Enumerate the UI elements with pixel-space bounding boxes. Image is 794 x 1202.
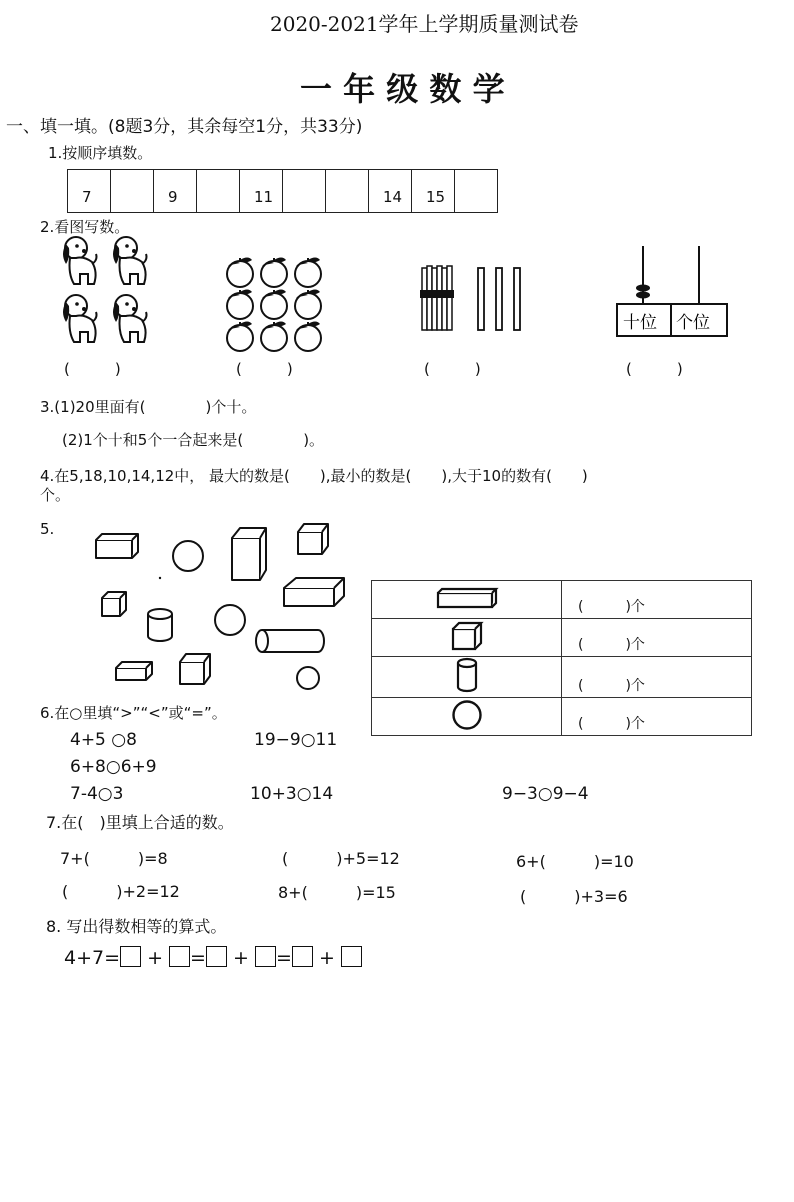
cylinder-icon [372,657,562,698]
q7-item[interactable]: 7+( )=8 [60,849,168,868]
dogs-picture [58,234,158,352]
q6-label: 6.在○里填“>”“<”或“=”。 [40,704,227,722]
sticks-picture [418,262,530,334]
q4-line1: 4.在5,18,10,14,12中， 最大的数是( ),最小的数是( ),大于10的数有( ) [40,467,588,485]
answer-box[interactable] [255,946,276,967]
cuboid-count[interactable]: ( )个 [562,581,752,619]
q2-blank-apples[interactable]: ( ) [236,360,293,378]
sequence-cell[interactable] [197,170,240,213]
apples-picture [224,256,328,354]
q6-item: 6+8○6+9 [70,757,157,777]
abacus-ones-label: 个位 [676,313,710,333]
q2-blank-dogs[interactable]: ( ) [64,360,121,378]
cylinder-count[interactable]: ( )个 [562,657,752,698]
abacus-tens-label: 十位 [623,313,657,333]
cuboid-icon [372,581,562,619]
q8-lead: 4+7= [64,947,121,969]
table-row [372,698,752,736]
plus-sign: + [318,947,335,969]
table-row [372,619,752,657]
sequence-cell: 14 [369,170,412,213]
q2-blank-abacus[interactable]: ( ) [626,360,683,378]
answer-box[interactable] [169,946,190,967]
plus-sign: + [147,947,163,969]
q7-item[interactable]: ( )+3=6 [520,887,628,906]
q6-item: 9−3○9−4 [502,784,589,804]
q7-label: 7.在( )里填上合适的数。 [46,813,234,832]
q4-line2: 个。 [40,486,71,504]
equals-sign: = [275,947,292,969]
solids-picture [90,518,360,690]
abacus-picture [613,244,731,340]
answer-box[interactable] [120,946,141,967]
sequence-cell[interactable] [111,170,154,213]
table-row [372,657,752,698]
answer-box[interactable] [292,946,313,967]
sequence-cell[interactable] [455,170,498,213]
shape-count-table [371,580,752,736]
cube-icon [372,619,562,657]
q7-item[interactable]: ( )+2=12 [62,882,180,901]
subject-title: 一 年 级 数 学 [300,70,505,108]
sequence-cell[interactable] [326,170,369,213]
q7-item[interactable]: ( )+5=12 [282,849,400,868]
table-row [372,581,752,619]
exam-title: 2020-2021学年上学期质量测试卷 [270,12,579,36]
q8-label: 8. 写出得数相等的算式。 [46,917,227,936]
q7-item[interactable]: 6+( )=10 [516,852,634,871]
sequence-table [67,169,498,213]
q2-blank-sticks[interactable]: ( ) [424,360,481,378]
q5-label: 5. [40,520,55,538]
section-heading: 一、填一填。(8题3分，其余每空1分，共33分) [6,117,363,137]
q3-line2: (2)1个十和5个一合起来是( )。 [62,431,325,449]
equals-sign: = [190,947,206,969]
q6-item: 10+3○14 [250,784,334,804]
cube-count[interactable]: ( )个 [562,619,752,657]
q6-item: 4+5 ○8 [70,730,137,750]
sequence-cell: 9 [154,170,197,213]
sequence-cell: 11 [240,170,283,213]
answer-box[interactable] [206,946,227,967]
q6-item: 7-4○3 [70,784,124,804]
sphere-icon [372,698,562,736]
answer-box[interactable] [341,946,362,967]
q8-equation [64,946,362,969]
sphere-count[interactable]: ( )个 [562,698,752,736]
sequence-cell: 7 [68,170,111,213]
sequence-cell[interactable] [283,170,326,213]
q2-label: 2.看图写数。 [40,218,130,236]
plus-sign: + [233,947,249,969]
q7-item[interactable]: 8+( )=15 [278,883,396,902]
q1-label: 1.按顺序填数。 [48,144,153,162]
sequence-cell: 15 [412,170,455,213]
q6-item: 19−9○11 [254,730,338,750]
q3-line1: 3.(1)20里面有( )个十。 [40,398,257,416]
